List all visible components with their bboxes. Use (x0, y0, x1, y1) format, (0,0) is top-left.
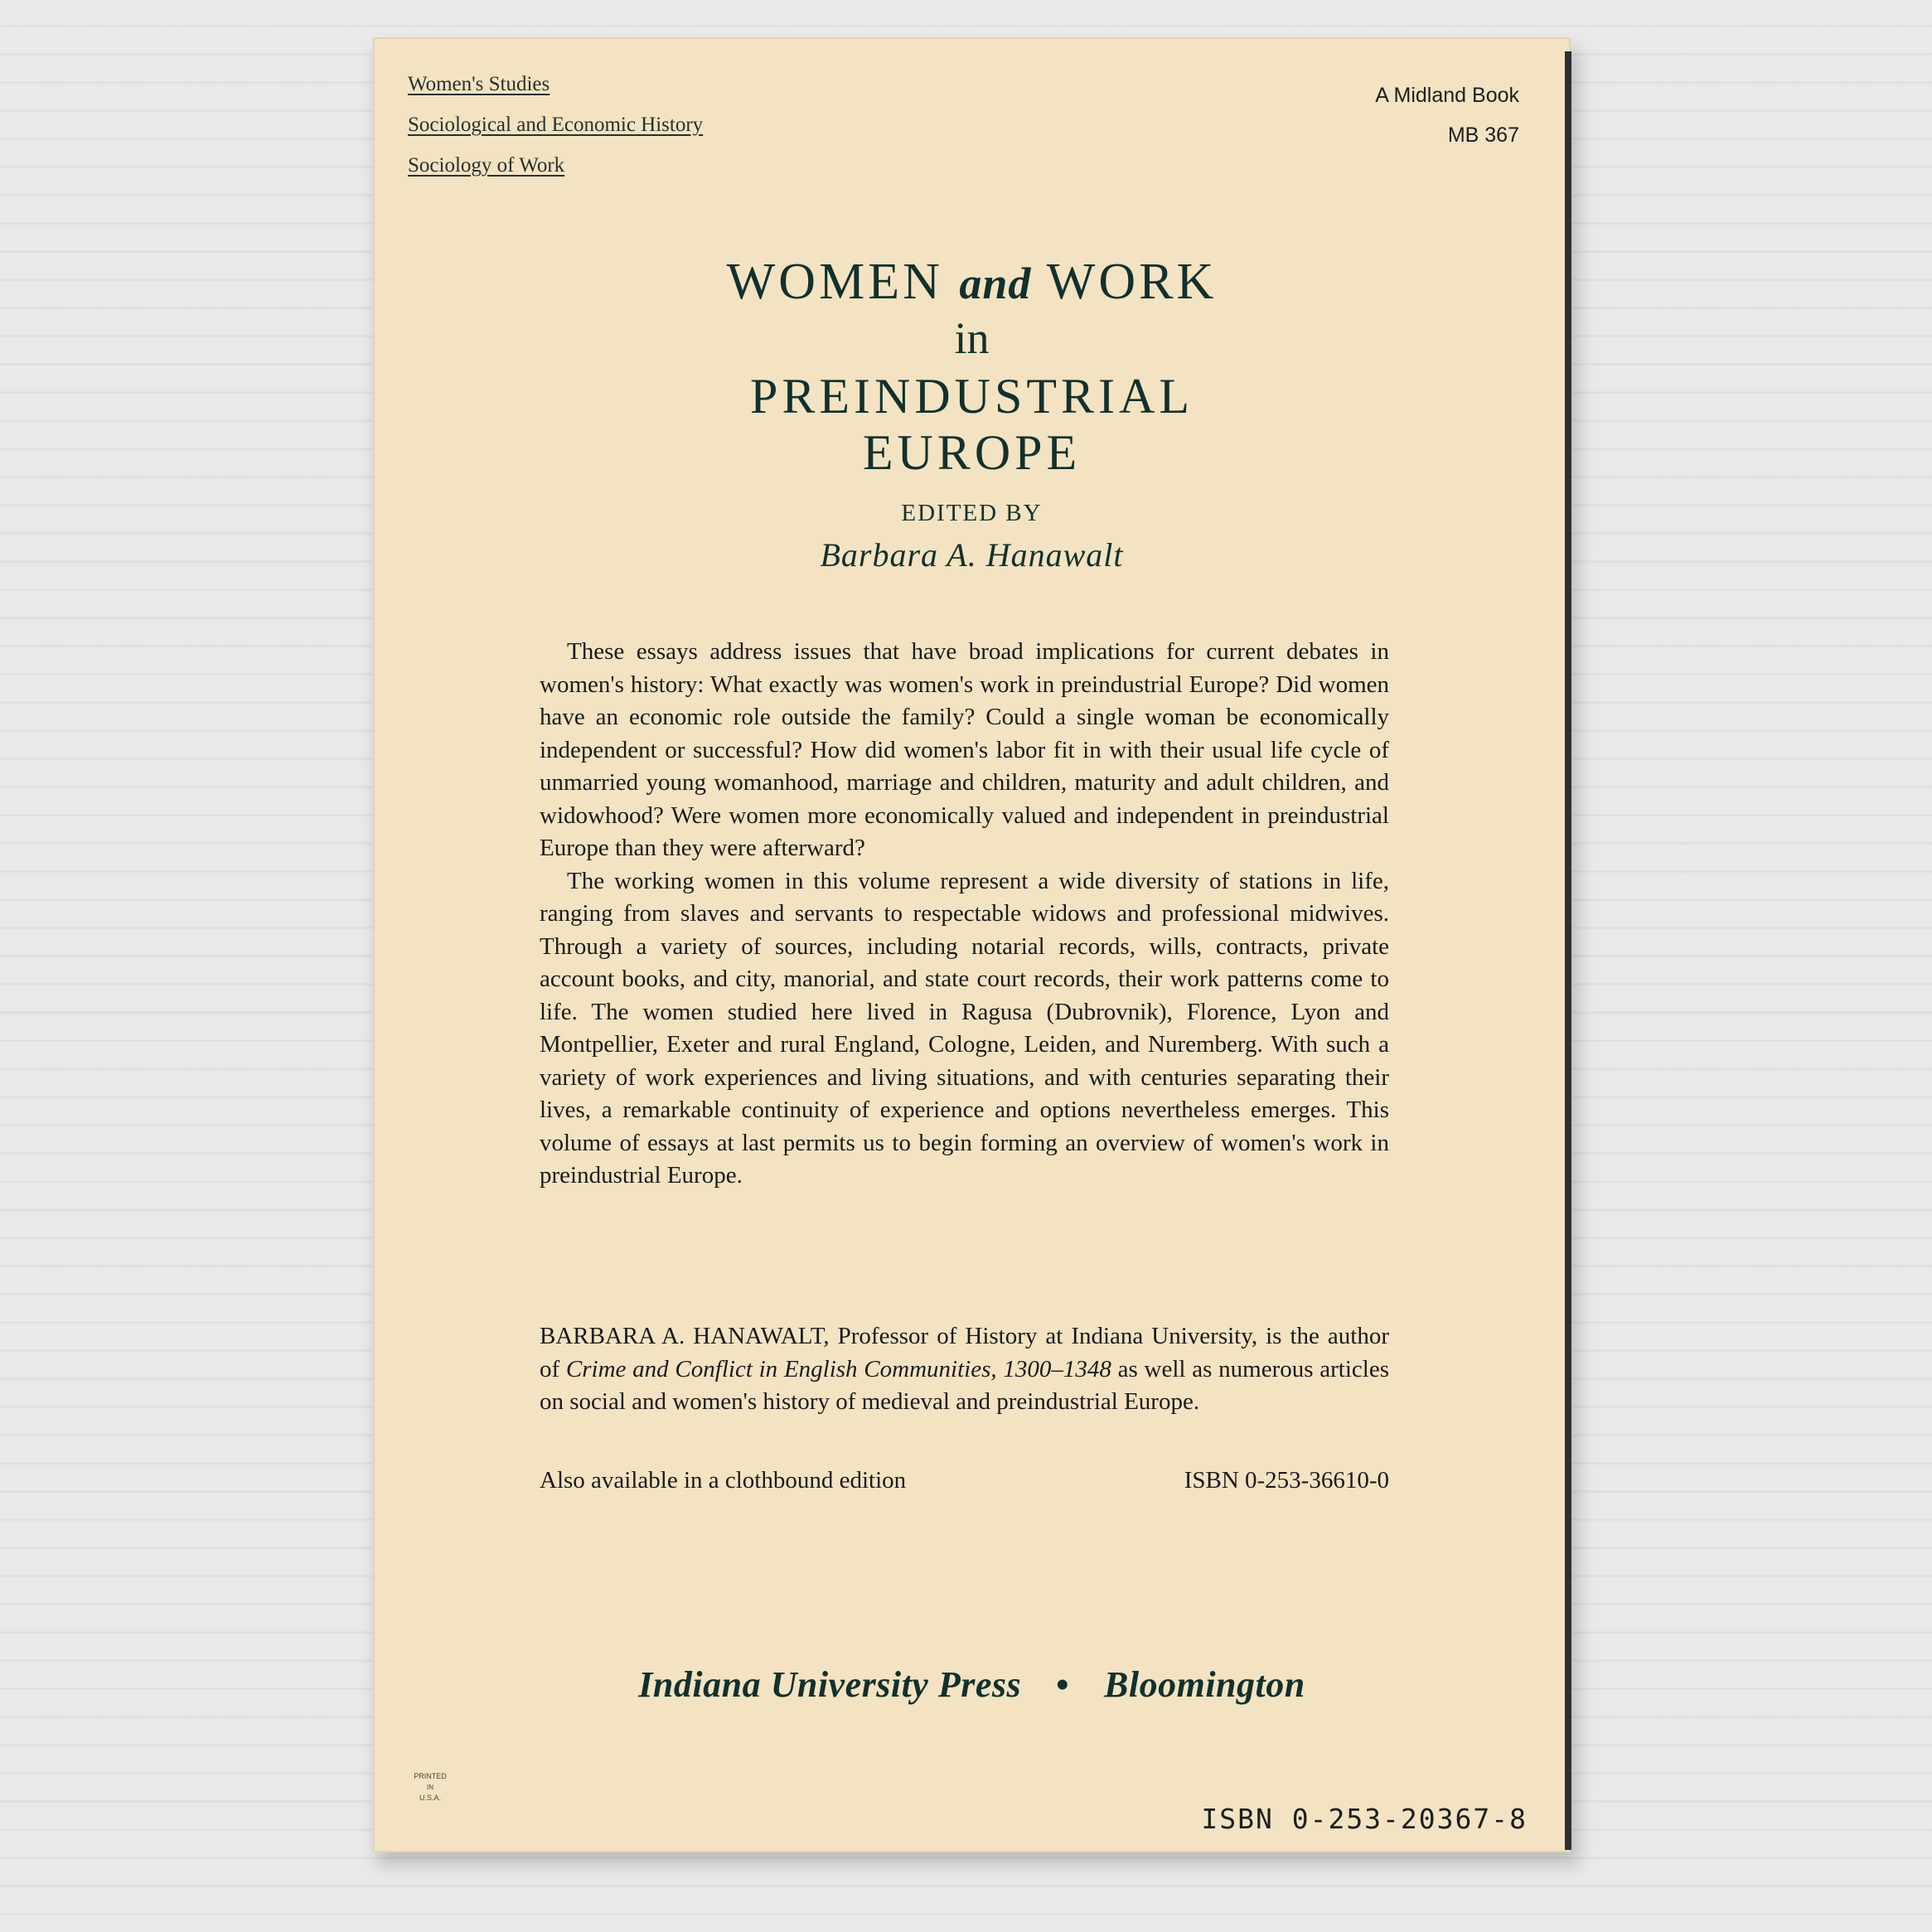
series-number: MB 367 (1447, 123, 1519, 147)
publisher-line (373, 1663, 1571, 1706)
availability-row (540, 1467, 1389, 1494)
subject-sociological-economic-history: Sociological and Economic History (408, 114, 704, 136)
title-block (373, 254, 1571, 574)
author-bio-paragraph (540, 1320, 1389, 1419)
description (540, 636, 1389, 1193)
svg-text:U.S.A.: U.S.A. (419, 1794, 442, 1802)
title-work: WORK (1046, 254, 1218, 310)
isbn-number: ISBN 0-253-20367-8 (1201, 1803, 1528, 1835)
description-paragraph-2: The working women in this volume represent a wide diversity of stations in life, ranging from slaves and servants to respectable widows and professional midwives. Through a variety of sources, including notarial records, wills, contracts, private account books, and city, manorial, and state court records, their work patterns come to life. The women studied here lived in Ragusa (Dubrovnik), Florence, Lyon and Montpellier, Exeter and rural England, Cologne, Leiden, and Nuremberg. With such a variety of work experiences and living situations, and with centuries separating their lives, a remarkable continuity of experience and options nevertheless emerges. This volume of essays at last permits us to begin forming an overview of women's work in preindustrial Europe. (540, 867, 1389, 1189)
title-and: and (959, 259, 1032, 308)
title-line-2: in (954, 313, 990, 363)
subject-womens-studies: Women's Studies (408, 73, 550, 95)
title-line-1 (373, 254, 1571, 311)
title-line-4: EUROPE (862, 425, 1082, 480)
bio-text-end: as well as numerous articles on social and women's history of medieval and preindustrial Europe. (540, 1355, 1389, 1415)
title-line-3: PREINDUSTRIAL (749, 369, 1194, 424)
series-info (1375, 75, 1519, 155)
svg-text:PRINTED: PRINTED (414, 1772, 447, 1780)
publisher-city: Bloomington (1104, 1664, 1305, 1705)
clothbound-availability: Also available in a clothbound edition (540, 1467, 907, 1494)
description-paragraph-1: These essays address issues that have broad implications for current debates in women's history: What exactly was women's work in preindustrial Europe? Did women have an economic role outside the family? Could a single woman be economically independent or successful? How did women's labor fit in with their usual life cycle of unmarried young womanhood, marriage and children, maturity and adult children, and widowhood? Were women more economically valued and independent in preindustrial Europe than they were afterward? (540, 638, 1389, 861)
author-bio (540, 1320, 1389, 1419)
book-back-cover (373, 37, 1571, 1852)
clothbound-isbn: ISBN 0-253-36610-0 (1184, 1467, 1389, 1494)
publisher-separator: • (1056, 1664, 1070, 1705)
bio-book-title: Crime and Conflict in English Communities, 1300–1348 (565, 1355, 1111, 1382)
subject-categories (408, 64, 703, 186)
subject-sociology-of-work: Sociology of Work (408, 154, 565, 177)
printed-in-usa-stamp (403, 1770, 458, 1806)
book-spine-edge (1565, 51, 1571, 1850)
publisher-name: Indiana University Press (638, 1664, 1022, 1705)
bio-text-start: BARBARA A. HANAWALT, Professor of History at Indiana University, is the author of (540, 1323, 1389, 1382)
title-women: WOMEN (726, 254, 943, 310)
editor-name: Barbara A. Hanawalt (820, 536, 1124, 574)
series-name: A Midland Book (1375, 84, 1519, 107)
svg-text:IN: IN (427, 1784, 433, 1791)
edited-by-label: EDITED BY (901, 500, 1043, 526)
